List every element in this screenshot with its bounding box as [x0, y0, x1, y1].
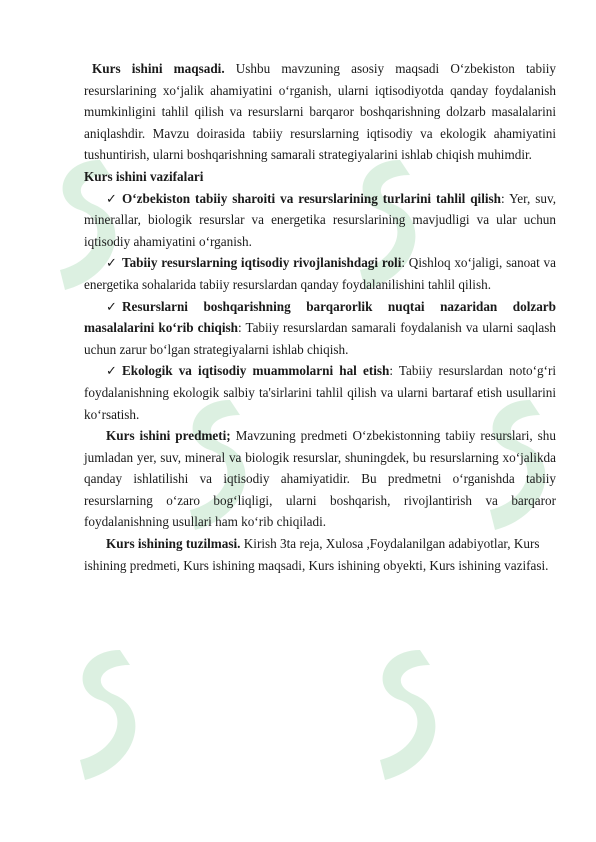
task-text: : Tabiiy resurslardan noto‘g‘ri foydalanishning ekologik salbiy ta'sirlarini tahlil qilish va ularni bartaraf etish usullarini ko‘rsatish.	[84, 363, 557, 422]
goal-text: Ushbu mavzuning asosiy maqsadi O‘zbekiston tabiiy resurslarining xo‘jalik ahamiyatini o‘rganish, ularni iqtisodiyotda qanday foydalanish mumkinligini tahlil qilish va resurslarni barqaror boshqarishning dolzarb masalalarini aniqlashdir. Mavzu doirasida tabiiy resurslarning iqtisodiy va ekologik ahamiyatini tushuntirish, ularni boshqarishning samarali strategiyalarini ishlab chiqish muhimdir.	[84, 61, 556, 163]
document-page	[84, 58, 556, 576]
task-item	[84, 252, 556, 295]
check-mark-icon: ✓	[106, 298, 118, 314]
subject-paragraph	[84, 425, 556, 533]
subject-title: Kurs ishini predmeti;	[106, 428, 231, 444]
task-title: Ekologik va iqtisodiy muammolarni hal etish	[122, 363, 390, 379]
task-text: : Qishloq xo‘jaligi, sanoat va energetika sohalarida tabiiy resurslardan qanday foydalanilishini tahlil qilish.	[84, 255, 556, 292]
subject-text: Mavzuning predmeti O‘zbekistonning tabiiy resurslari, shu jumladan yer, suv, mineral va biologik resurslar, shuningdek, bu resurslarning xo‘jalikda qanday ishlatilishi va iqtisodiy ahamiyatidir. Bu predmetni o‘rganishda tabiiy resurslarning o‘zaro bog‘liqligi, ularni boshqarish, rivojlantirish va barqaror foydalanishning usullari ham ko‘rib chiqiladi.	[84, 428, 556, 530]
structure-title: Kurs ishining tuzilmasi.	[106, 536, 241, 552]
structure-text: Kirish 3ta reja, Xulosa ,Foydalanilgan adabiyotlar, Kurs ishining predmeti, Kurs ishining maqsadi, Kurs ishining obyekti, Kurs ishining vazifasi.	[84, 536, 549, 573]
check-mark-icon: ✓	[106, 190, 118, 206]
check-mark-icon: ✓	[106, 363, 118, 379]
goal-title: Kurs ishini maqsadi.	[92, 61, 225, 76]
task-text: : Tabiiy resurslardan samarali foydalanish va ularni saqlash uchun zarur bo‘lgan strategiyalarni ishlab chiqish.	[84, 320, 556, 357]
check-mark-icon: ✓	[106, 255, 118, 271]
task-item	[84, 188, 556, 253]
tasks-heading: Kurs ishini vazifalari	[84, 168, 204, 184]
watermark-logo	[350, 640, 460, 790]
task-title: O‘zbekiston tabiiy sharoiti va resurslarining turlarini tahlil qilish	[122, 190, 502, 206]
structure-paragraph	[84, 533, 556, 576]
task-title: Resurslarni boshqarishning barqarorlik nuqtai nazaridan dolzarb masalalarini ko‘rib chiqish	[84, 298, 556, 336]
task-item	[84, 360, 556, 425]
watermark-logo	[50, 640, 160, 790]
task-title: Tabiiy resurslarning iqtisodiy rivojlanishdagi roli	[122, 255, 402, 271]
task-item	[84, 296, 556, 361]
task-text: : Yer, suv, minerallar, biologik resurslar va energetika resurslarining mavjudligi va ular uchun iqtisodiy ahamiyatini o‘rganish.	[84, 190, 556, 249]
goal-paragraph	[84, 58, 556, 166]
